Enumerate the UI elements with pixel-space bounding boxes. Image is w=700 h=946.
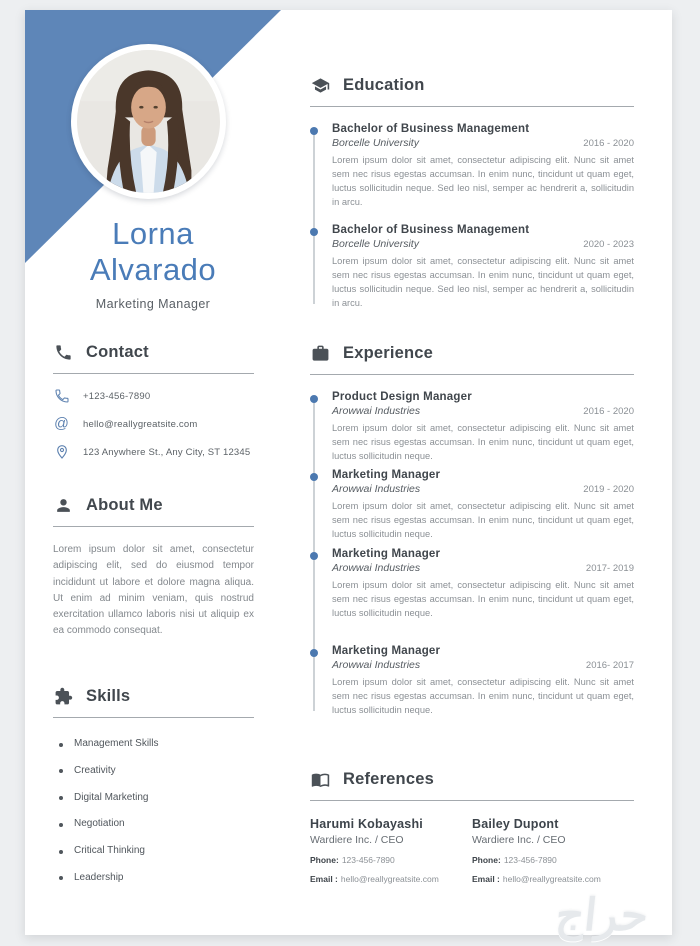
date-range: 2019 - 2020 <box>583 484 634 495</box>
section-divider <box>53 717 254 718</box>
experience-entry <box>310 645 634 717</box>
skill-item: Leadership <box>53 865 254 892</box>
briefcase-icon <box>310 343 330 363</box>
reference-role: Wardiere Inc. / CEO <box>472 834 566 846</box>
company-name: Arowwai Industries <box>332 483 421 495</box>
last-name: Alvarado <box>89 252 217 287</box>
section-title-about: About Me <box>86 495 163 514</box>
portrait-image <box>77 50 220 193</box>
position-title: Marketing Manager <box>332 645 441 657</box>
reference-email <box>472 874 634 884</box>
school-name: Borcelle University <box>332 137 419 149</box>
references-header <box>310 767 634 791</box>
contact-item-phone <box>53 387 254 405</box>
section-divider <box>310 106 634 107</box>
contact-list <box>53 387 254 461</box>
section-title-education: Education <box>343 75 425 94</box>
skill-item: Management Skills <box>53 731 254 758</box>
date-range: 2016 - 2020 <box>583 406 634 417</box>
timeline-dot <box>310 473 318 481</box>
entry-description: Lorem ipsum dolor sit amet, consectetur adipiscing elit. Nunc sit amet sem nec risus egestas accumsan. In enim nunc, tincidunt ut quam eget, luctus sollicitudin neque. <box>332 677 634 715</box>
location-pin-icon <box>53 444 70 461</box>
phone-label: Phone: <box>472 855 501 865</box>
reference-name: Bailey Dupont <box>472 817 559 831</box>
date-range: 2016- 2017 <box>585 660 634 671</box>
person-icon <box>53 495 73 515</box>
date-range: 2016 - 2020 <box>583 138 634 149</box>
contact-section <box>53 340 254 471</box>
degree-title: Bachelor of Business Management <box>332 224 530 236</box>
reference-card <box>310 817 472 884</box>
company-name: Arowwai Industries <box>332 405 421 417</box>
skills-list <box>53 731 254 892</box>
education-entry <box>310 224 634 310</box>
school-name: Borcelle University <box>332 238 419 250</box>
entry-description: Lorem ipsum dolor sit amet, consectetur adipiscing elit. Nunc sit amet sem nec risus egestas accumsan. In enim nunc, tincidunt ut quam eget, luctus sollicitudin neque. <box>332 423 634 461</box>
timeline-dot <box>310 395 318 403</box>
skill-item: Critical Thinking <box>53 838 254 865</box>
first-name: Lorna <box>112 216 194 251</box>
entry-description: Lorem ipsum dolor sit amet, consectetur adipiscing elit. Nunc sit amet sem nec risus egestas accumsan. In enim nunc, tincidunt ut quam eget, luctus sollicitudin neque. <box>332 580 634 618</box>
timeline-dot <box>310 228 318 236</box>
contact-address-text: 123 Anywhere St., Any City, ST 12345 <box>83 446 251 458</box>
entry-description: Lorem ipsum dolor sit amet, consectetur adipiscing elit. Nunc sit amet sem nec risus egestas accumsan. In enim nunc, tincidunt ut quam eget, luctus sollicitudin neque. Sed leo nisl, semper ac hendrerit a, sollicitudin in arcu. <box>332 155 634 207</box>
company-name: Arowwai Industries <box>332 562 421 574</box>
about-header <box>53 493 254 517</box>
contact-email-text: hello@reallygreatsite.com <box>83 418 198 430</box>
section-title-skills: Skills <box>86 686 131 705</box>
experience-header <box>310 341 634 365</box>
contact-item-email <box>53 415 254 433</box>
skills-section <box>53 684 254 892</box>
contact-phone-text: +123-456-7890 <box>83 390 151 402</box>
phone-icon <box>53 342 73 362</box>
position-title: Marketing Manager <box>332 469 441 481</box>
education-timeline <box>310 123 634 310</box>
section-title-references: References <box>343 769 434 788</box>
book-icon <box>310 769 330 789</box>
reference-role: Wardiere Inc. / CEO <box>310 834 404 846</box>
email-value: hello@reallygreatsite.com <box>502 874 601 884</box>
reference-phone <box>310 855 472 865</box>
timeline-dot <box>310 127 318 135</box>
skill-item: Digital Marketing <box>53 785 254 812</box>
puzzle-icon <box>53 686 73 706</box>
education-header <box>310 73 634 97</box>
section-title-contact: Contact <box>86 342 149 361</box>
experience-section <box>310 341 634 723</box>
graduation-cap-icon <box>310 75 330 95</box>
reference-phone <box>472 855 634 865</box>
phone-label: Phone: <box>310 855 339 865</box>
date-range: 2020 - 2023 <box>583 239 634 250</box>
education-section <box>310 73 634 325</box>
email-label: Email : <box>472 874 500 884</box>
section-divider <box>53 526 254 527</box>
name-block <box>48 216 258 311</box>
resume-page <box>25 10 672 935</box>
timeline-dot <box>310 649 318 657</box>
about-text: Lorem ipsum dolor sit amet, consectetur adipiscing elit, sed do eiusmod tempor incididunt ut labore et dolore magna aliqua. Ut enim ad minim veniam, quis nostrud exercitation ullamco laboris nisi ut aliquip ex ea commodo consequat. <box>53 544 254 637</box>
education-entry <box>310 123 634 209</box>
references-list <box>310 817 634 884</box>
experience-entry <box>310 391 634 463</box>
skill-item: Creativity <box>53 758 254 785</box>
degree-title: Bachelor of Business Management <box>332 123 530 135</box>
contact-item-address <box>53 443 254 461</box>
reference-email <box>310 874 472 884</box>
contact-header <box>53 340 254 364</box>
phone-value: 123-456-7890 <box>503 855 557 865</box>
job-title: Marketing Manager <box>95 297 211 311</box>
reference-card <box>472 817 634 884</box>
section-title-experience: Experience <box>343 343 434 362</box>
haraj-watermark: حراج <box>553 891 651 940</box>
section-divider <box>310 800 634 801</box>
about-section <box>53 493 254 640</box>
company-name: Arowwai Industries <box>332 659 421 671</box>
section-divider <box>310 374 634 375</box>
experience-entry <box>310 548 634 620</box>
reference-name: Harumi Kobayashi <box>310 817 423 831</box>
experience-entry <box>310 469 634 541</box>
phone-outline-icon <box>53 388 70 405</box>
profile-photo <box>71 44 226 199</box>
at-icon: @ <box>54 415 69 432</box>
skill-item: Negotiation <box>53 811 254 838</box>
references-section <box>310 767 634 884</box>
email-value: hello@reallygreatsite.com <box>340 874 439 884</box>
experience-timeline <box>310 391 634 717</box>
entry-description: Lorem ipsum dolor sit amet, consectetur adipiscing elit. Nunc sit amet sem nec risus egestas accumsan. In enim nunc, tincidunt ut quam eget, luctus sollicitudin neque. Sed leo nisl, semper ac hendrerit a, sollicitudin in arcu. <box>332 256 634 308</box>
entry-description: Lorem ipsum dolor sit amet, consectetur adipiscing elit. Nunc sit amet sem nec risus egestas accumsan. In enim nunc, tincidunt ut quam eget, luctus sollicitudin neque. <box>332 501 634 539</box>
timeline-dot <box>310 552 318 560</box>
email-label: Email : <box>310 874 338 884</box>
position-title: Product Design Manager <box>332 391 472 403</box>
date-range: 2017- 2019 <box>585 563 634 574</box>
position-title: Marketing Manager <box>332 548 441 560</box>
phone-value: 123-456-7890 <box>341 855 395 865</box>
skills-header <box>53 684 254 708</box>
section-divider <box>53 373 254 374</box>
